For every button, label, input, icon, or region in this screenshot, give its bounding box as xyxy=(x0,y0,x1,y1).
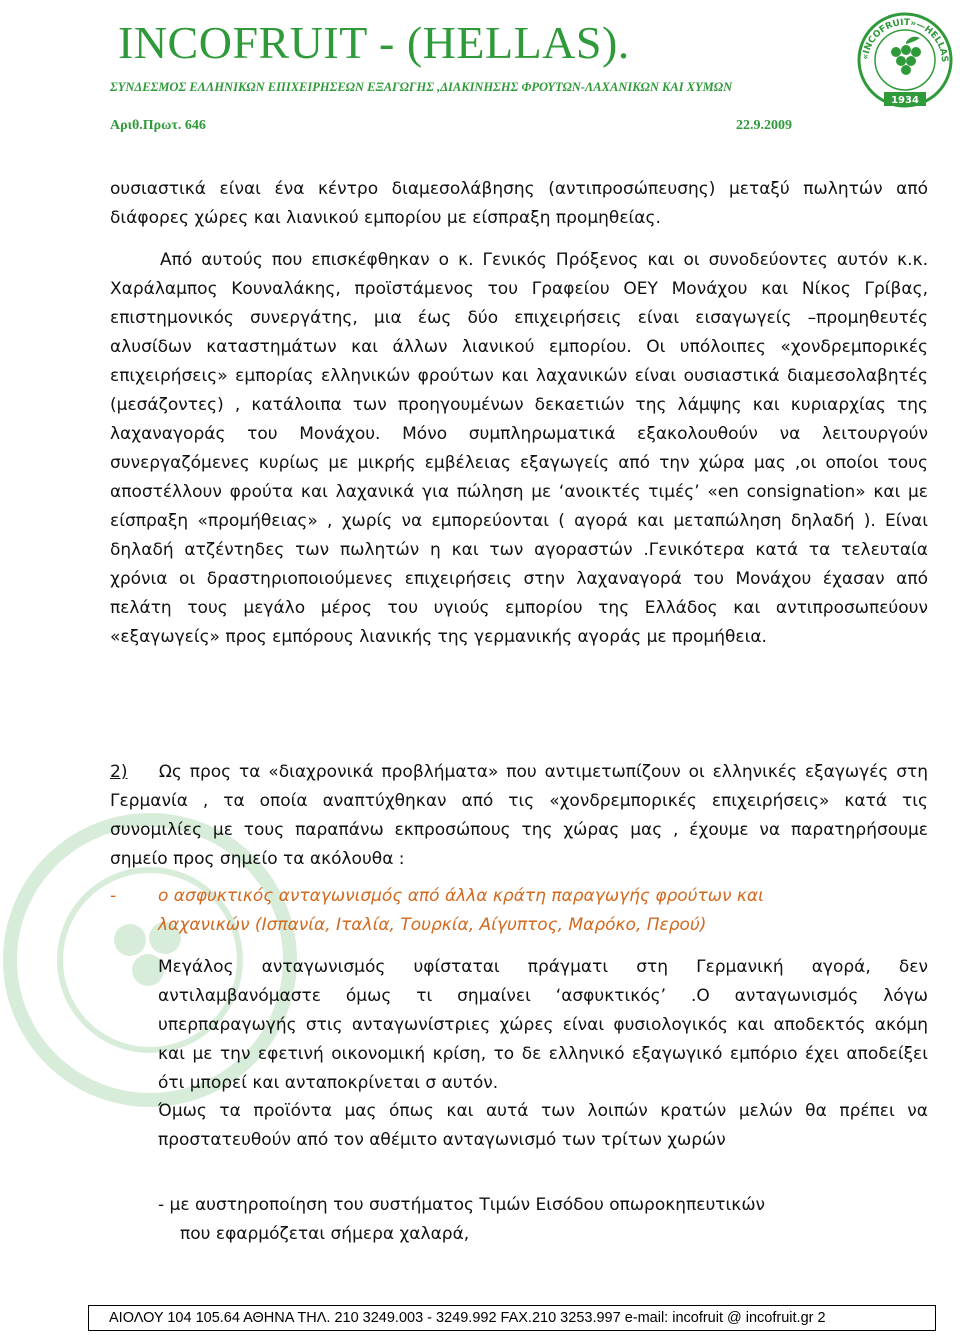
seal-year: 1934 xyxy=(891,95,919,106)
bullet-dash: - xyxy=(110,886,117,906)
letterhead-title: INCOFRUIT - (HELLAS). xyxy=(118,17,630,68)
bullet-competition xyxy=(110,882,928,940)
paragraph-intro: ουσιαστικά είναι ένα κέντρο διαμεσολάβησης (αντιπροσώπευσης) μεταξύ πωλητών από διάφορες χώρες και λιανικού εμπορίου με είσπραξη προμηθείας. xyxy=(110,179,928,228)
paragraph-protection: Όμως τα προϊόντα μας όπως και αυτά των λοιπών κρατών μελών θα πρέπει να προστατευθούν από τον αθέμιτο ανταγωνισμό των τρίτων χωρών xyxy=(158,1101,928,1150)
paragraph-visits: Από αυτούς που επισκέφθηκαν ο κ. Γενικός Πρόξενος και οι συνοδεύοντες αυτόν κ.κ. Χαράλαμπος Κουναλάκης, προϊστάμενος του Γραφείου ΟΕΥ Μονάχου και Νίκος Γρίβας, επιστημονικός συνεργάτης, μια έως δύο επιχειρήσεις είναι εισαγωγείς –προμηθευτές αλυσίδων καταστημάτων και άλλων λιανικού εμπορίου. Οι υπόλοιπες «χονδρεμπορικές επιχειρήσεις» εμπορίας ελληνικών φρούτων και λαχανικών είναι ουσιαστικά διαμεσολαβητές (μεσάζοντες) , κατάλοιπα των προηγουμένων δεκαετιών της λάμψης και κυριαρχίας της λαχαναγοράς του Μονάχου. Μόνο συμπληρωματικά εξακολουθούν να λειτουργούν συνεργαζόμενες κυρίως με μικρής εμβέλειας εξαγωγείς από την χώρα μας ,οι οποίοι τους αποστέλλουν φρούτα και λαχανικά για πώληση με ‘ανοικτές τιμές’ «en consignation» και με είσπραξη «προμήθειας» , χωρίς να εμπορεύονται ( αγορά και μεταπώληση δηλαδή ). Είναι δηλαδή ατζέντηδες των πωλητών η και των αγοραστών .Γενικότερα κατά τα τελευταία χρόνια οι δραστηριοποιούμενες επιχειρήσεις στην λαχαναγορά του Μονάχου έχασαν από πελάτη τους μεγάλο μέρος του υγιούς εμπορίου της Ελλάδος και αντιπροσωπεύουν «εξαγωγείς» προς εμπόρους λιανικής της γερμανικής αγοράς με προμήθεια. xyxy=(110,250,928,647)
bullet-line-1: ο ασφυκτικός ανταγωνισμός από άλλα κράτη παραγωγής φρούτων και xyxy=(158,886,764,906)
document-date: 22.9.2009 xyxy=(736,118,792,133)
paragraph-problems-text: Ως προς τα «διαχρονικά προβλήματα» που αντιμετωπίζουν οι ελληνικές εξαγωγές στη Γερμανία , τα οποία αναπτύχθηκαν από τις «χονδρεμπορικές επιχειρήσεις» κατά τις συνομιλίες με τους παραπάνω εκπροσώπους της χώρας μας , έχουμε να παρατηρήσουμε σημείο προς σημείο τα ακόλουθα : xyxy=(110,762,929,869)
paragraph-problems xyxy=(110,758,928,874)
sub-bullet-entry-prices xyxy=(158,1191,928,1249)
sub-bullet-line-1: - με αυστηροποίηση του συστήματος Τιμών Εισόδου οπωροκηπευτικών xyxy=(158,1195,766,1215)
bullet-line-2: λαχανικών (Ισπανία, Ιταλία, Τουρκία, Αίγυπτος, Μαρόκο, Περού) xyxy=(158,915,707,935)
paragraph-competition: Μεγάλος ανταγωνισμός υφίσταται πράγματι στη Γερμανική αγορά, δεν αντιλαμβανόμαστε όμως τι σημαίνει ‘ασφυκτικός’ .Ο ανταγωνισμός λόγω υπερπαραγωγής στις ανταγωνίστριες χώρες είναι φυσιολογικός και αποδεκτός ακόμη και με την εφετινή οικονομική κρίση, το δε ελληνικό εξαγωγικό εμπόριο έχει αποδείξει ότι μπορεί και ανταποκρίνεται σ αυτόν. xyxy=(158,957,928,1093)
protocol-number: Αριθ.Πρωτ. 646 xyxy=(110,118,206,133)
letterhead-subtitle: ΣΥΝΔΕΣΜΟΣ ΕΛΛΗΝΙΚΩΝ ΕΠΙΧΕΙΡΗΣΕΩΝ ΕΞΑΓΩΓΗΣ ,ΔΙΑΚΙΝΗΣΗΣ ΦΡΟΥΤΩΝ-ΛΑΧΑΝΙΚΩΝ ΚΑΙ ΧΥΜΩΝ xyxy=(110,80,733,94)
sub-bullet-line-2: που εφαρμόζεται σήμερα χαλαρά, xyxy=(180,1224,470,1244)
svg-text:«INCOFRUIT»—HELLAS: «INCOFRUIT»—HELLAS xyxy=(860,17,950,63)
incofruit-seal-logo xyxy=(856,4,954,116)
section-number: 2) xyxy=(110,762,128,782)
footer-address: ΑΙΟΛΟΥ 104 105.64 ΑΘΗΝΑ ΤΗΛ. 210 3249.003 - 3249.992 FAX.210 3253.997 e-mail: incofruit @ incofruit.gr 2 xyxy=(88,1305,936,1331)
